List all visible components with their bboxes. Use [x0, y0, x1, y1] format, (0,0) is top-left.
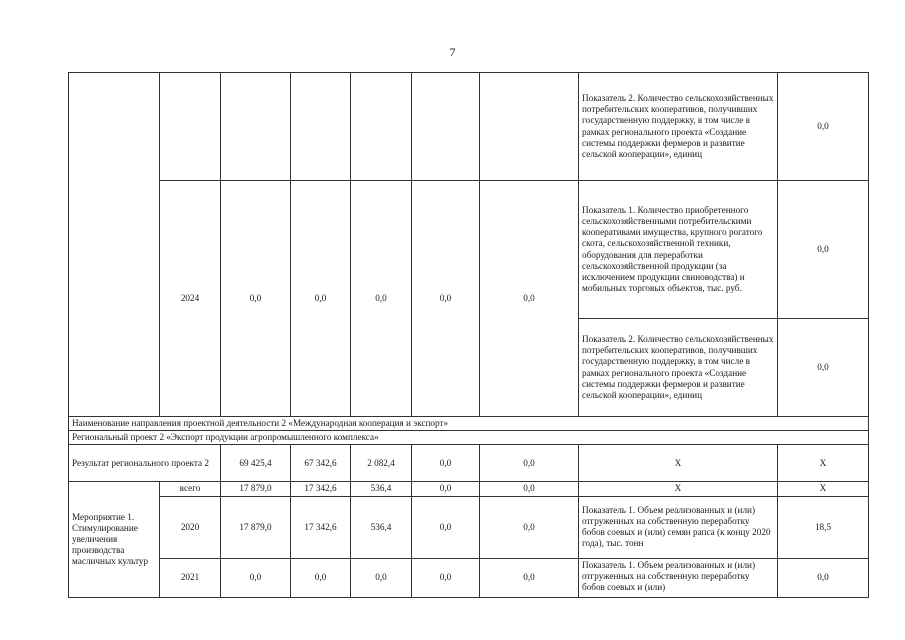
value-cell: 17 879,0	[221, 496, 291, 558]
indicator-value: 0,0	[778, 319, 869, 417]
table-row	[69, 496, 869, 558]
value-cell: 536,4	[351, 482, 412, 496]
value-cell: 0,0	[412, 181, 480, 417]
indicator-value: 0,0	[778, 558, 869, 597]
indicator-value: 18,5	[778, 496, 869, 558]
indicator-cell: Показатель 2. Количество сельскохозяйственных потребительских кооперативов, получивших государственную поддержку, в том числе в рамках регионального проекта «Создание системы поддержки фермеров и развитие сельской кооперации», единиц	[579, 319, 778, 417]
indicator-cell: Показатель 1. Количество приобретенного сельскохозяйственными потребительскими кооперативами имущества, крупного рогатого скота, сельскохозяйственной техники, оборудования для переработки сельскохозяйственной продукции (за исключением продукции свиноводства) и мобильных торговых объектов, тыс. руб.	[579, 181, 778, 319]
section-heading-row	[69, 431, 869, 445]
empty-cell	[412, 73, 480, 181]
table-row	[69, 181, 869, 319]
empty-cell	[291, 73, 351, 181]
indicator-cell: Показатель 1. Объем реализованных и (или) отгруженных на собственную переработку бобов соевых и (или)	[579, 558, 778, 597]
value-cell: 17 342,6	[291, 482, 351, 496]
indicator-cell: X	[579, 482, 778, 496]
value-cell: 0,0	[480, 558, 579, 597]
value-cell: 0,0	[221, 558, 291, 597]
project-heading: Региональный проект 2 «Экспорт продукции агропромышленного комплекса»	[69, 431, 869, 445]
value-cell: 0,0	[221, 181, 291, 417]
empty-cell	[351, 73, 412, 181]
result-label: Результат регионального проекта 2	[69, 445, 221, 482]
empty-cell	[480, 73, 579, 181]
indicator-value: 0,0	[778, 73, 869, 181]
value-cell: 0,0	[412, 558, 480, 597]
value-cell: 0,0	[480, 445, 579, 482]
table-row	[69, 558, 869, 597]
direction-heading: Наименование направления проектной деятельности 2 «Международная кооперация и экспорт»	[69, 417, 869, 431]
indicator-cell: X	[579, 445, 778, 482]
year-cell: 2021	[160, 558, 221, 597]
value-cell: 67 342,6	[291, 445, 351, 482]
year-cell: 2024	[160, 181, 221, 417]
value-cell: 0,0	[351, 181, 412, 417]
value-cell: 0,0	[351, 558, 412, 597]
value-cell: 0,0	[291, 181, 351, 417]
activity-label: Мероприятие 1. Стимулирование увеличения производства масличных культур	[69, 482, 160, 597]
year-cell: 2020	[160, 496, 221, 558]
table-row	[69, 482, 869, 496]
value-cell: 17 879,0	[221, 482, 291, 496]
value-cell: 0,0	[480, 482, 579, 496]
value-cell: 0,0	[480, 181, 579, 417]
budget-table	[68, 72, 869, 598]
indicator-value: X	[778, 445, 869, 482]
year-cell: всего	[160, 482, 221, 496]
value-cell: 0,0	[480, 496, 579, 558]
table-row	[69, 445, 869, 482]
value-cell: 0,0	[412, 496, 480, 558]
value-cell: 2 082,4	[351, 445, 412, 482]
value-cell: 17 342,6	[291, 496, 351, 558]
value-cell: 0,0	[291, 558, 351, 597]
section-heading-row	[69, 417, 869, 431]
value-cell: 0,0	[412, 445, 480, 482]
page-number: 7	[449, 45, 456, 59]
indicator-value: X	[778, 482, 869, 496]
value-cell: 536,4	[351, 496, 412, 558]
indicator-cell: Показатель 2. Количество сельскохозяйственных потребительских кооперативов, получивших государственную поддержку, в том числе в рамках регионального проекта «Создание системы поддержки фермеров и развитие сельской кооперации», единиц	[579, 73, 778, 181]
empty-cell	[160, 73, 221, 181]
value-cell: 0,0	[412, 482, 480, 496]
table-row	[69, 73, 869, 181]
empty-cell	[69, 73, 160, 417]
indicator-value: 0,0	[778, 181, 869, 319]
value-cell: 69 425,4	[221, 445, 291, 482]
indicator-cell: Показатель 1. Объем реализованных и (или) отгруженных на собственную переработку бобов соевых и (или) семян рапса (к концу 2020 года), тыс. тонн	[579, 496, 778, 558]
empty-cell	[221, 73, 291, 181]
